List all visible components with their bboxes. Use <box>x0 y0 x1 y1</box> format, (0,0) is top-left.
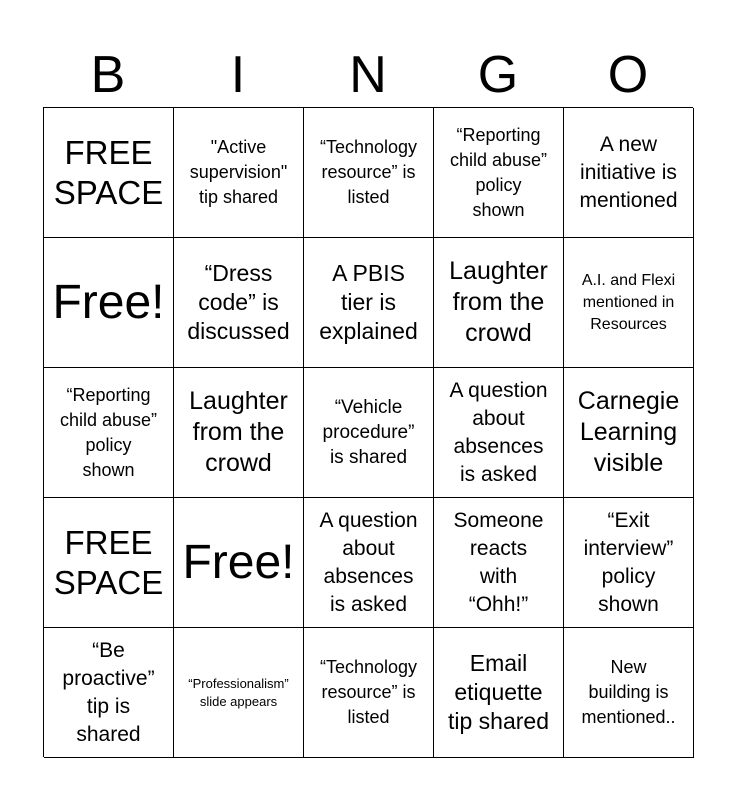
cell-text: FREE SPACE <box>53 523 164 601</box>
cell-text: Someone reacts with “Ohh!” <box>453 508 544 616</box>
bingo-cell[interactable] <box>304 498 434 628</box>
cell-text: Free! <box>52 275 165 329</box>
bingo-cell[interactable] <box>44 498 174 628</box>
cell-text: “Technology resource” is listed <box>319 137 418 207</box>
bingo-cell[interactable] <box>44 238 174 368</box>
bingo-cell[interactable] <box>44 108 174 238</box>
bingo-cell[interactable] <box>304 108 434 238</box>
bingo-cell[interactable] <box>434 238 564 368</box>
bingo-cell[interactable] <box>434 498 564 628</box>
cell-text: “Professionalism” slide appears <box>188 675 289 709</box>
cell-text: A PBIS tier is explained <box>319 260 418 344</box>
bingo-cell[interactable] <box>564 238 694 368</box>
cell-text: Free! <box>182 535 295 589</box>
cell-text: Carnegie Learning visible <box>577 387 680 477</box>
cell-text: FREE SPACE <box>53 133 164 211</box>
bingo-cell[interactable] <box>434 368 564 498</box>
bingo-cell[interactable] <box>434 628 564 758</box>
header-letter-i: I <box>230 46 246 104</box>
bingo-cell[interactable] <box>564 498 694 628</box>
cell-text: “Be proactive” tip is shared <box>62 638 155 746</box>
cell-text: “Reporting child abuse” policy shown <box>59 384 158 480</box>
header-letter-b: B <box>90 46 126 104</box>
header-letter-o: O <box>607 46 649 104</box>
cell-text: Laughter from the crowd <box>189 387 288 477</box>
cell-text: New building is mentioned.. <box>581 657 676 727</box>
cell-text: A.I. and Flexi mentioned in Resources <box>581 271 676 333</box>
bingo-cell[interactable] <box>564 628 694 758</box>
cell-text: “Vehicle procedure” is shared <box>322 397 415 468</box>
bingo-cell[interactable] <box>304 368 434 498</box>
cell-text: Email etiquette tip shared <box>447 650 549 734</box>
bingo-cell[interactable] <box>174 238 304 368</box>
bingo-cell[interactable] <box>304 628 434 758</box>
bingo-board <box>43 107 693 757</box>
cell-text: “Reporting child abuse” policy shown <box>449 124 548 220</box>
cell-text: Laughter from the crowd <box>449 257 548 347</box>
cell-text: A question about absences is asked <box>319 508 418 616</box>
bingo-header <box>43 44 693 106</box>
bingo-cell[interactable] <box>174 498 304 628</box>
header-letter-n: N <box>349 46 387 104</box>
cell-text: A new initiative is mentioned <box>579 132 678 212</box>
cell-text: “Exit interview” policy shown <box>583 508 674 616</box>
bingo-cell[interactable] <box>44 368 174 498</box>
bingo-cell[interactable] <box>174 368 304 498</box>
bingo-cell[interactable] <box>44 628 174 758</box>
bingo-cell[interactable] <box>434 108 564 238</box>
bingo-cell[interactable] <box>174 108 304 238</box>
bingo-cell[interactable] <box>174 628 304 758</box>
cell-text: A question about absences is asked <box>449 378 548 486</box>
header-letter-g: G <box>477 46 519 104</box>
cell-text: “Dress code” is discussed <box>187 260 290 344</box>
bingo-cell[interactable] <box>564 108 694 238</box>
bingo-cell[interactable] <box>564 368 694 498</box>
cell-text: “Technology resource” is listed <box>319 657 418 727</box>
bingo-cell[interactable] <box>304 238 434 368</box>
cell-text: "Active supervision" tip shared <box>189 137 288 207</box>
